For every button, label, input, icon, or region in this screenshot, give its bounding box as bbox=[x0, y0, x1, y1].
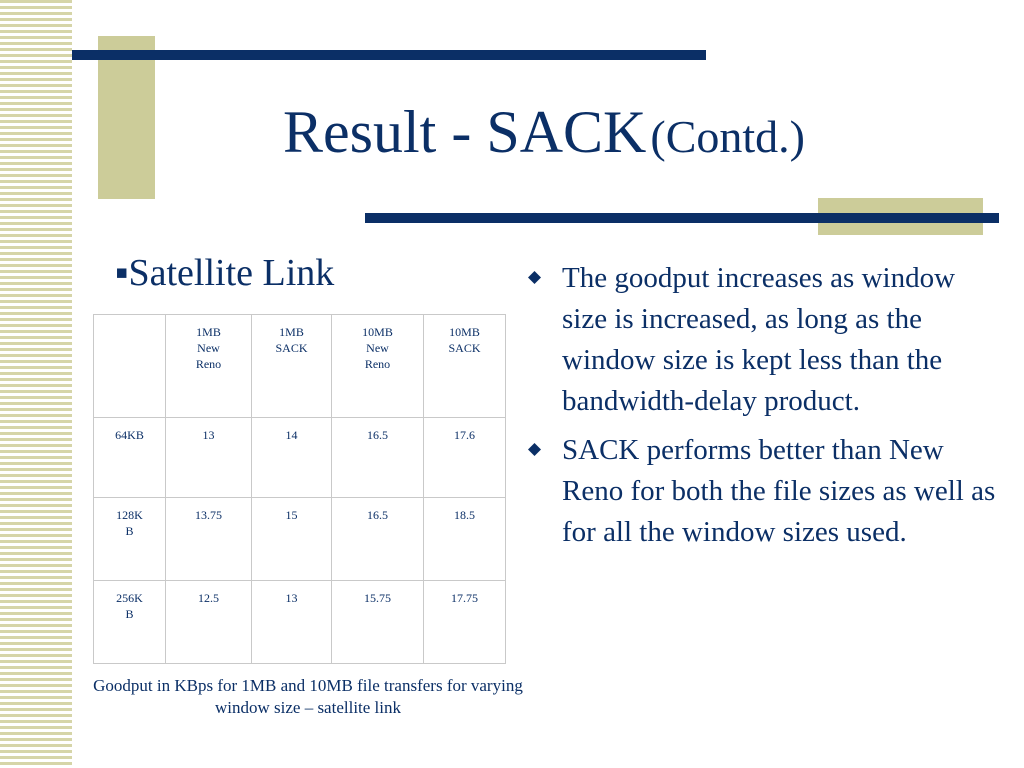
bullet-item bbox=[525, 430, 1005, 553]
table-header-cell: 1MB SACK bbox=[252, 315, 332, 418]
table-caption: Goodput in KBps for 1MB and 10MB file transfers for varying window size – satellite link bbox=[93, 676, 523, 717]
diamond-bullet-icon bbox=[528, 443, 541, 456]
section-heading bbox=[115, 250, 334, 296]
navy-rule-top bbox=[72, 50, 706, 60]
table-cell: 13 bbox=[252, 581, 332, 664]
table-cell: 15.75 bbox=[332, 581, 424, 664]
bullet-item bbox=[525, 258, 1005, 422]
bullet-text: SACK performs better than New Reno for both the file sizes as well as for all the window sizes used. bbox=[562, 434, 996, 548]
table-cell: 15 bbox=[252, 498, 332, 581]
table-header-cell: 10MB New Reno bbox=[332, 315, 424, 418]
striped-sidebar-decoration bbox=[0, 0, 72, 768]
slide-title bbox=[283, 92, 1003, 172]
table-cell: 17.75 bbox=[424, 581, 506, 664]
slide-title-suffix: (Contd.) bbox=[650, 111, 805, 162]
table-cell: 16.5 bbox=[332, 418, 424, 498]
navy-rule-right bbox=[365, 213, 999, 223]
table-cell: 12.5 bbox=[166, 581, 252, 664]
table-cell: 14 bbox=[252, 418, 332, 498]
table-header-cell bbox=[94, 315, 166, 418]
slide-title-main: Result - SACK bbox=[283, 99, 647, 165]
table-cell: 17.6 bbox=[424, 418, 506, 498]
table-header-cell: 10MB SACK bbox=[424, 315, 506, 418]
square-bullet-icon: ▪ bbox=[115, 252, 129, 294]
table-row-label: 256KB bbox=[94, 581, 166, 664]
goodput-table bbox=[93, 314, 506, 664]
table-row bbox=[94, 581, 506, 664]
table-header-cell: 1MB New Reno bbox=[166, 315, 252, 418]
tan-accent-block-top bbox=[98, 36, 155, 199]
table-row-label: 128KB bbox=[94, 498, 166, 581]
table-header-row bbox=[94, 315, 506, 418]
table-cell: 13.75 bbox=[166, 498, 252, 581]
diamond-bullet-icon bbox=[528, 271, 541, 284]
table-row-label: 64KB bbox=[94, 418, 166, 498]
table-cell: 13 bbox=[166, 418, 252, 498]
table-row bbox=[94, 418, 506, 498]
bullet-list bbox=[525, 258, 1005, 561]
table-cell: 16.5 bbox=[332, 498, 424, 581]
bullet-text: The goodput increases as window size is increased, as long as the window size is kept less than the bandwidth-delay product. bbox=[562, 262, 956, 417]
table-cell: 18.5 bbox=[424, 498, 506, 581]
section-heading-text: Satellite Link bbox=[128, 252, 335, 294]
table-row bbox=[94, 498, 506, 581]
